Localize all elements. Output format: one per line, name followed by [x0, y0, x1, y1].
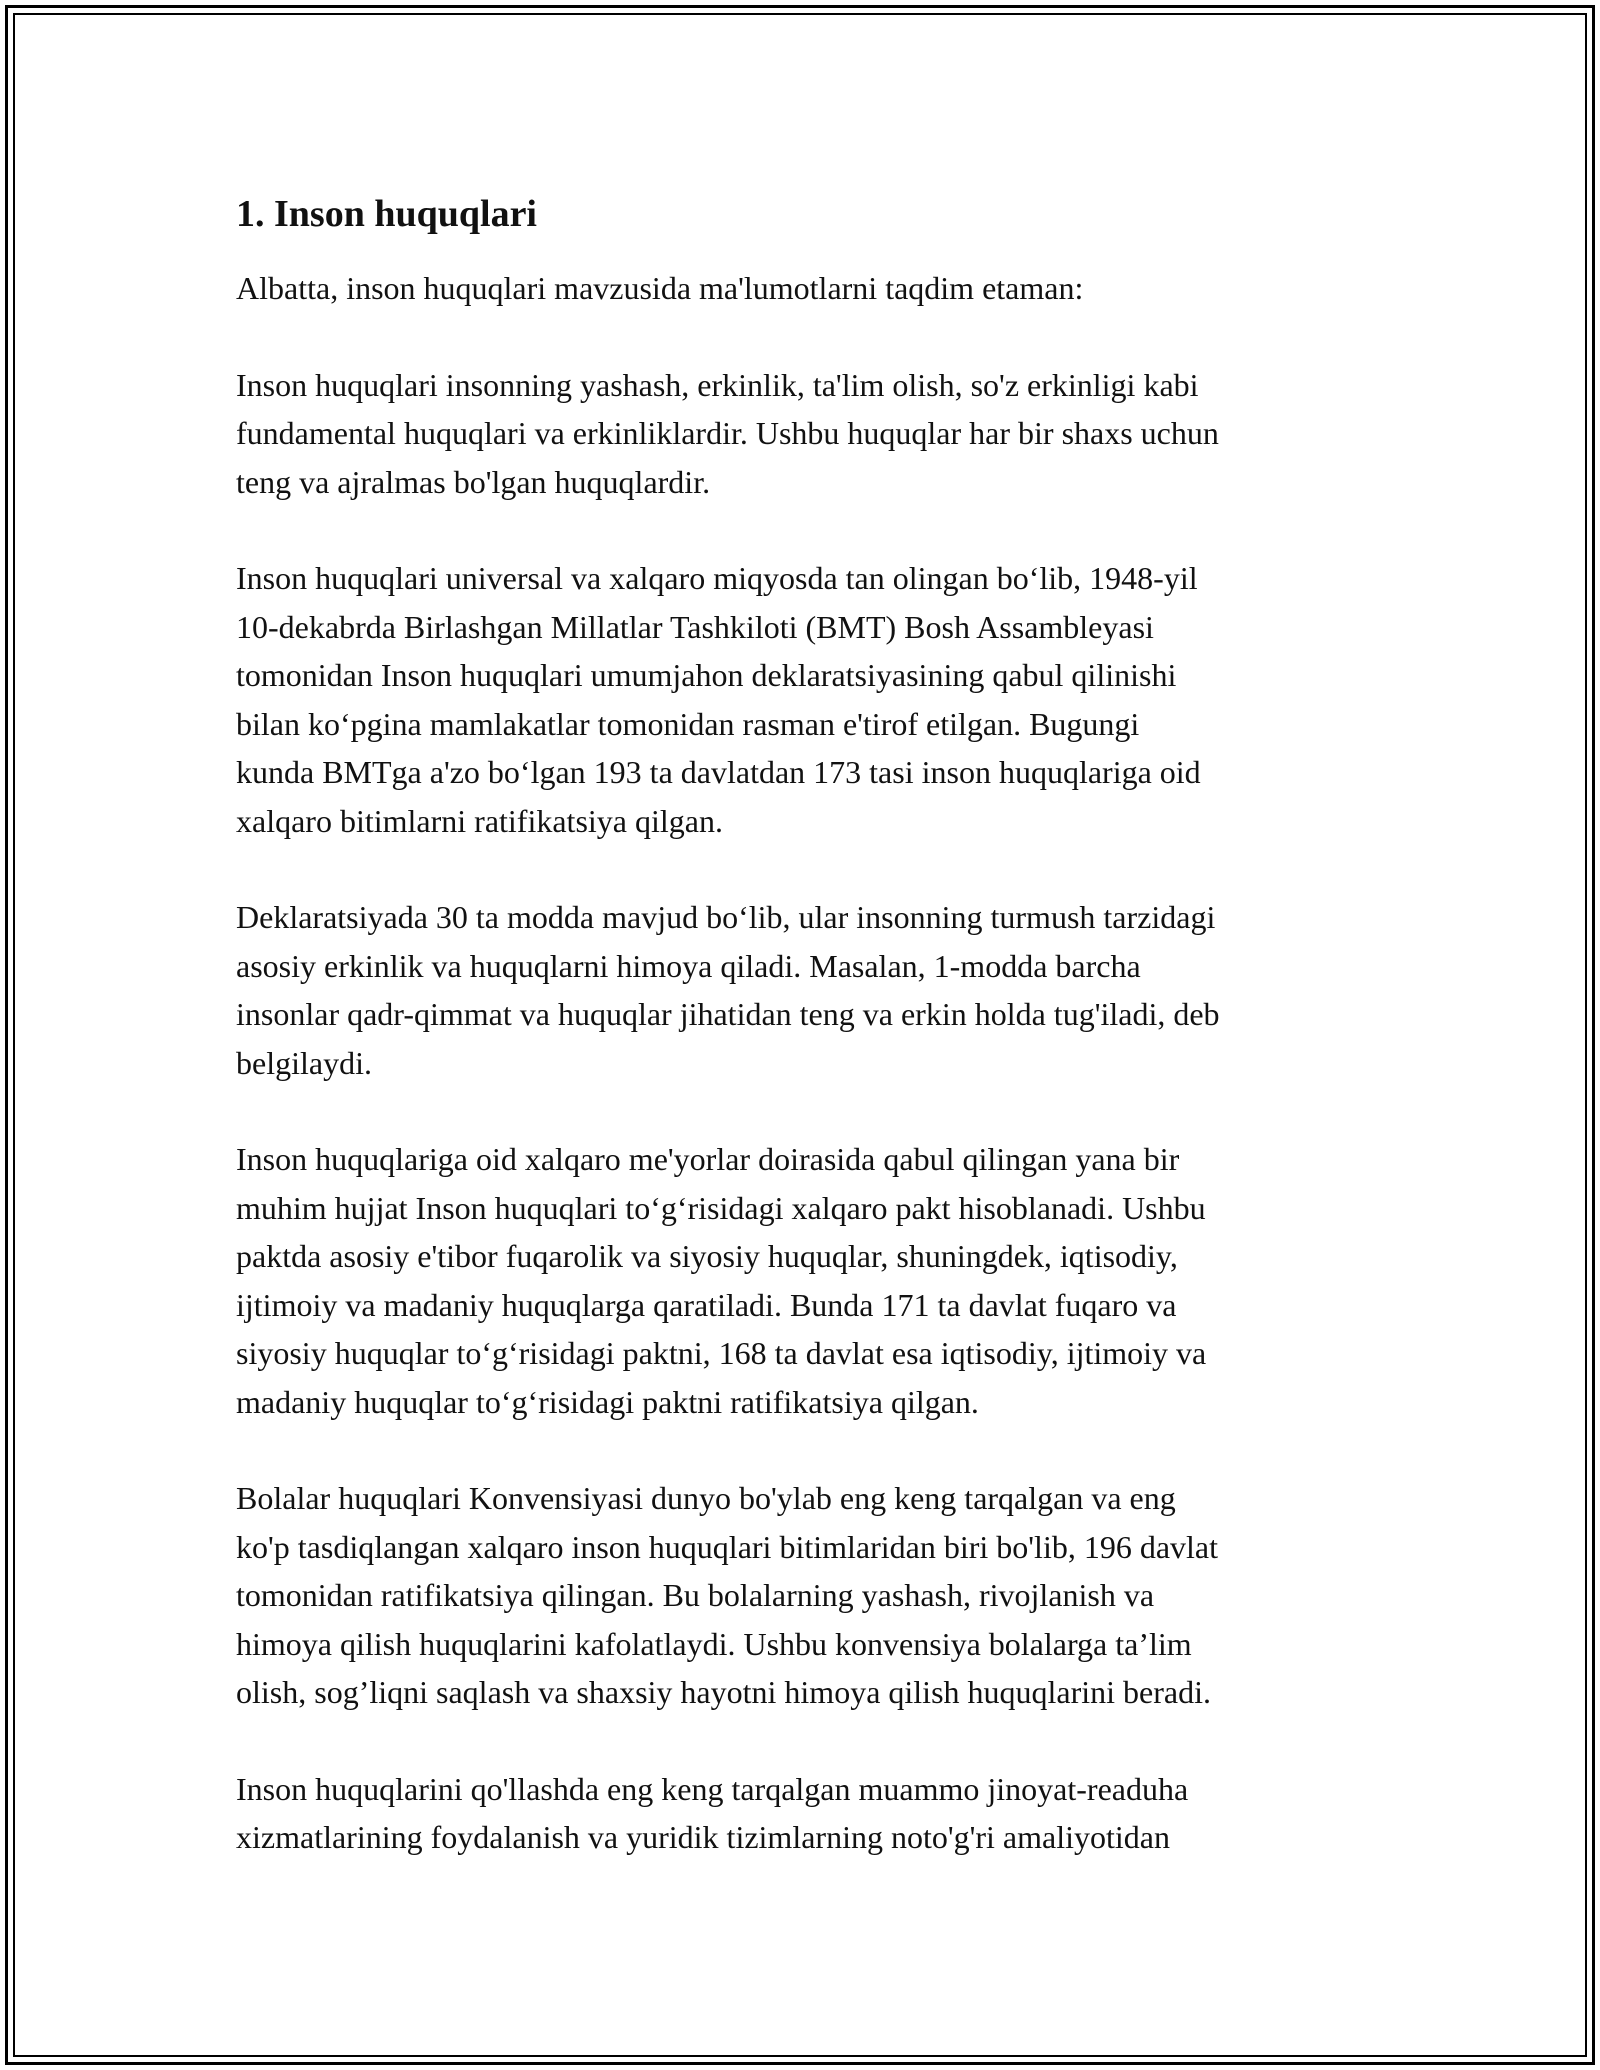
text-line: Deklaratsiyada 30 ta modda mavjud bo‘lib, ular insonning turmush tarzidagi	[236, 899, 1216, 935]
text-line: bilan ko‘pgina mamlakatlar tomonidan rasman e'tirof etilgan. Bugungi	[236, 705, 1140, 742]
text-line: muhim hujjat Inson huquqlari to‘g‘risidagi xalqaro pakt hisoblanadi. Ushbu	[236, 1189, 1206, 1226]
text-line: Bolalar huquqlari Konvensiyasi dunyo bo'ylab eng keng tarqalgan va eng	[236, 1480, 1176, 1516]
text-line: Inson huquqlarini qo'llashda eng keng tarqalgan muammo jinoyat-readuha	[236, 1770, 1189, 1807]
text-line: Albatta, inson huquqlari mavzusida ma'lumotlarni taqdim etaman:	[236, 270, 1084, 306]
text-line: teng va ajralmas bo'lgan huquqlardir.	[236, 463, 711, 500]
text-line: Inson huquqlari insonning yashash, erkinlik, ta'lim olish, so'z erkinligi kabi	[236, 366, 1199, 403]
document-body	[236, 184, 1386, 1910]
text-line: xizmatlarining foydalanish va yuridik tizimlarning noto'g'ri amaliyotidan	[236, 1819, 1170, 1855]
text-line: siyosiy huquqlar to‘g‘risidagi paktni, 168 ta davlat esa iqtisodiy, ijtimoiy va	[236, 1335, 1207, 1371]
paragraph-child-rights	[236, 1474, 1386, 1717]
section-heading: 1. Inson huquqlari	[236, 193, 537, 235]
text-line: ijtimoiy va madaniy huquqlarga qaratiladi. Bunda 171 ta davlat fuqaro va	[236, 1286, 1177, 1323]
text-line: fundamental huquqlari va erkinliklardir. Ushbu huquqlar har bir shaxs uchun	[236, 415, 1219, 451]
paragraph-articles	[236, 893, 1386, 1087]
text-line: himoya qilish huquqlarini kafolatlaydi. Ushbu konvensiya bolalarga ta’lim	[236, 1625, 1192, 1662]
text-line: paktda asosiy e'tibor fuqarolik va siyosiy huquqlar, shuningdek, iqtisodiy,	[236, 1238, 1178, 1274]
text-line: asosiy erkinlik va huquqlarni himoya qiladi. Masalan, 1-modda barcha	[236, 947, 1141, 984]
text-line: tomonidan Inson huquqlari umumjahon deklaratsiyasining qabul qilinishi	[236, 657, 1177, 693]
text-line: kunda BMTga a'zo bo‘lgan 193 ta davlatdan 173 tasi inson huquqlariga oid	[236, 754, 1201, 790]
text-line: olish, sog’liqni saqlash va shaxsiy hayotni himoya qilish huquqlarini beradi.	[236, 1674, 1211, 1710]
text-line: ko'p tasdiqlangan xalqaro inson huquqlari bitimlaridan biri bo'lib, 196 davlat	[236, 1528, 1219, 1565]
text-line: xalqaro bitimlarni ratifikatsiya qilgan.	[236, 802, 723, 839]
paragraph-definition	[236, 361, 1386, 507]
text-line: tomonidan ratifikatsiya qilingan. Bu bolalarning yashash, rivojlanish va	[236, 1577, 1155, 1613]
text-line: insonlar qadr-qimmat va huquqlar jihatidan teng va erkin holda tug'iladi, deb	[236, 996, 1220, 1032]
text-line: 10-dekabrda Birlashgan Millatlar Tashkiloti (BMT) Bosh Assambleyasi	[236, 608, 1154, 645]
paragraph-universal-declaration	[236, 554, 1386, 845]
paragraph-international-pact	[236, 1135, 1386, 1426]
paragraph-intro	[236, 264, 1386, 313]
text-line: belgilaydi.	[236, 1044, 372, 1081]
text-line: Inson huquqlariga oid xalqaro me'yorlar doirasida qabul qilingan yana bir	[236, 1141, 1180, 1177]
text-line: madaniy huquqlar to‘g‘risidagi paktni ratifikatsiya qilgan.	[236, 1383, 979, 1420]
paragraph-problems	[236, 1765, 1386, 1862]
text-line: Inson huquqlari universal va xalqaro miqyosda tan olingan bo‘lib, 1948-yil	[236, 560, 1198, 596]
